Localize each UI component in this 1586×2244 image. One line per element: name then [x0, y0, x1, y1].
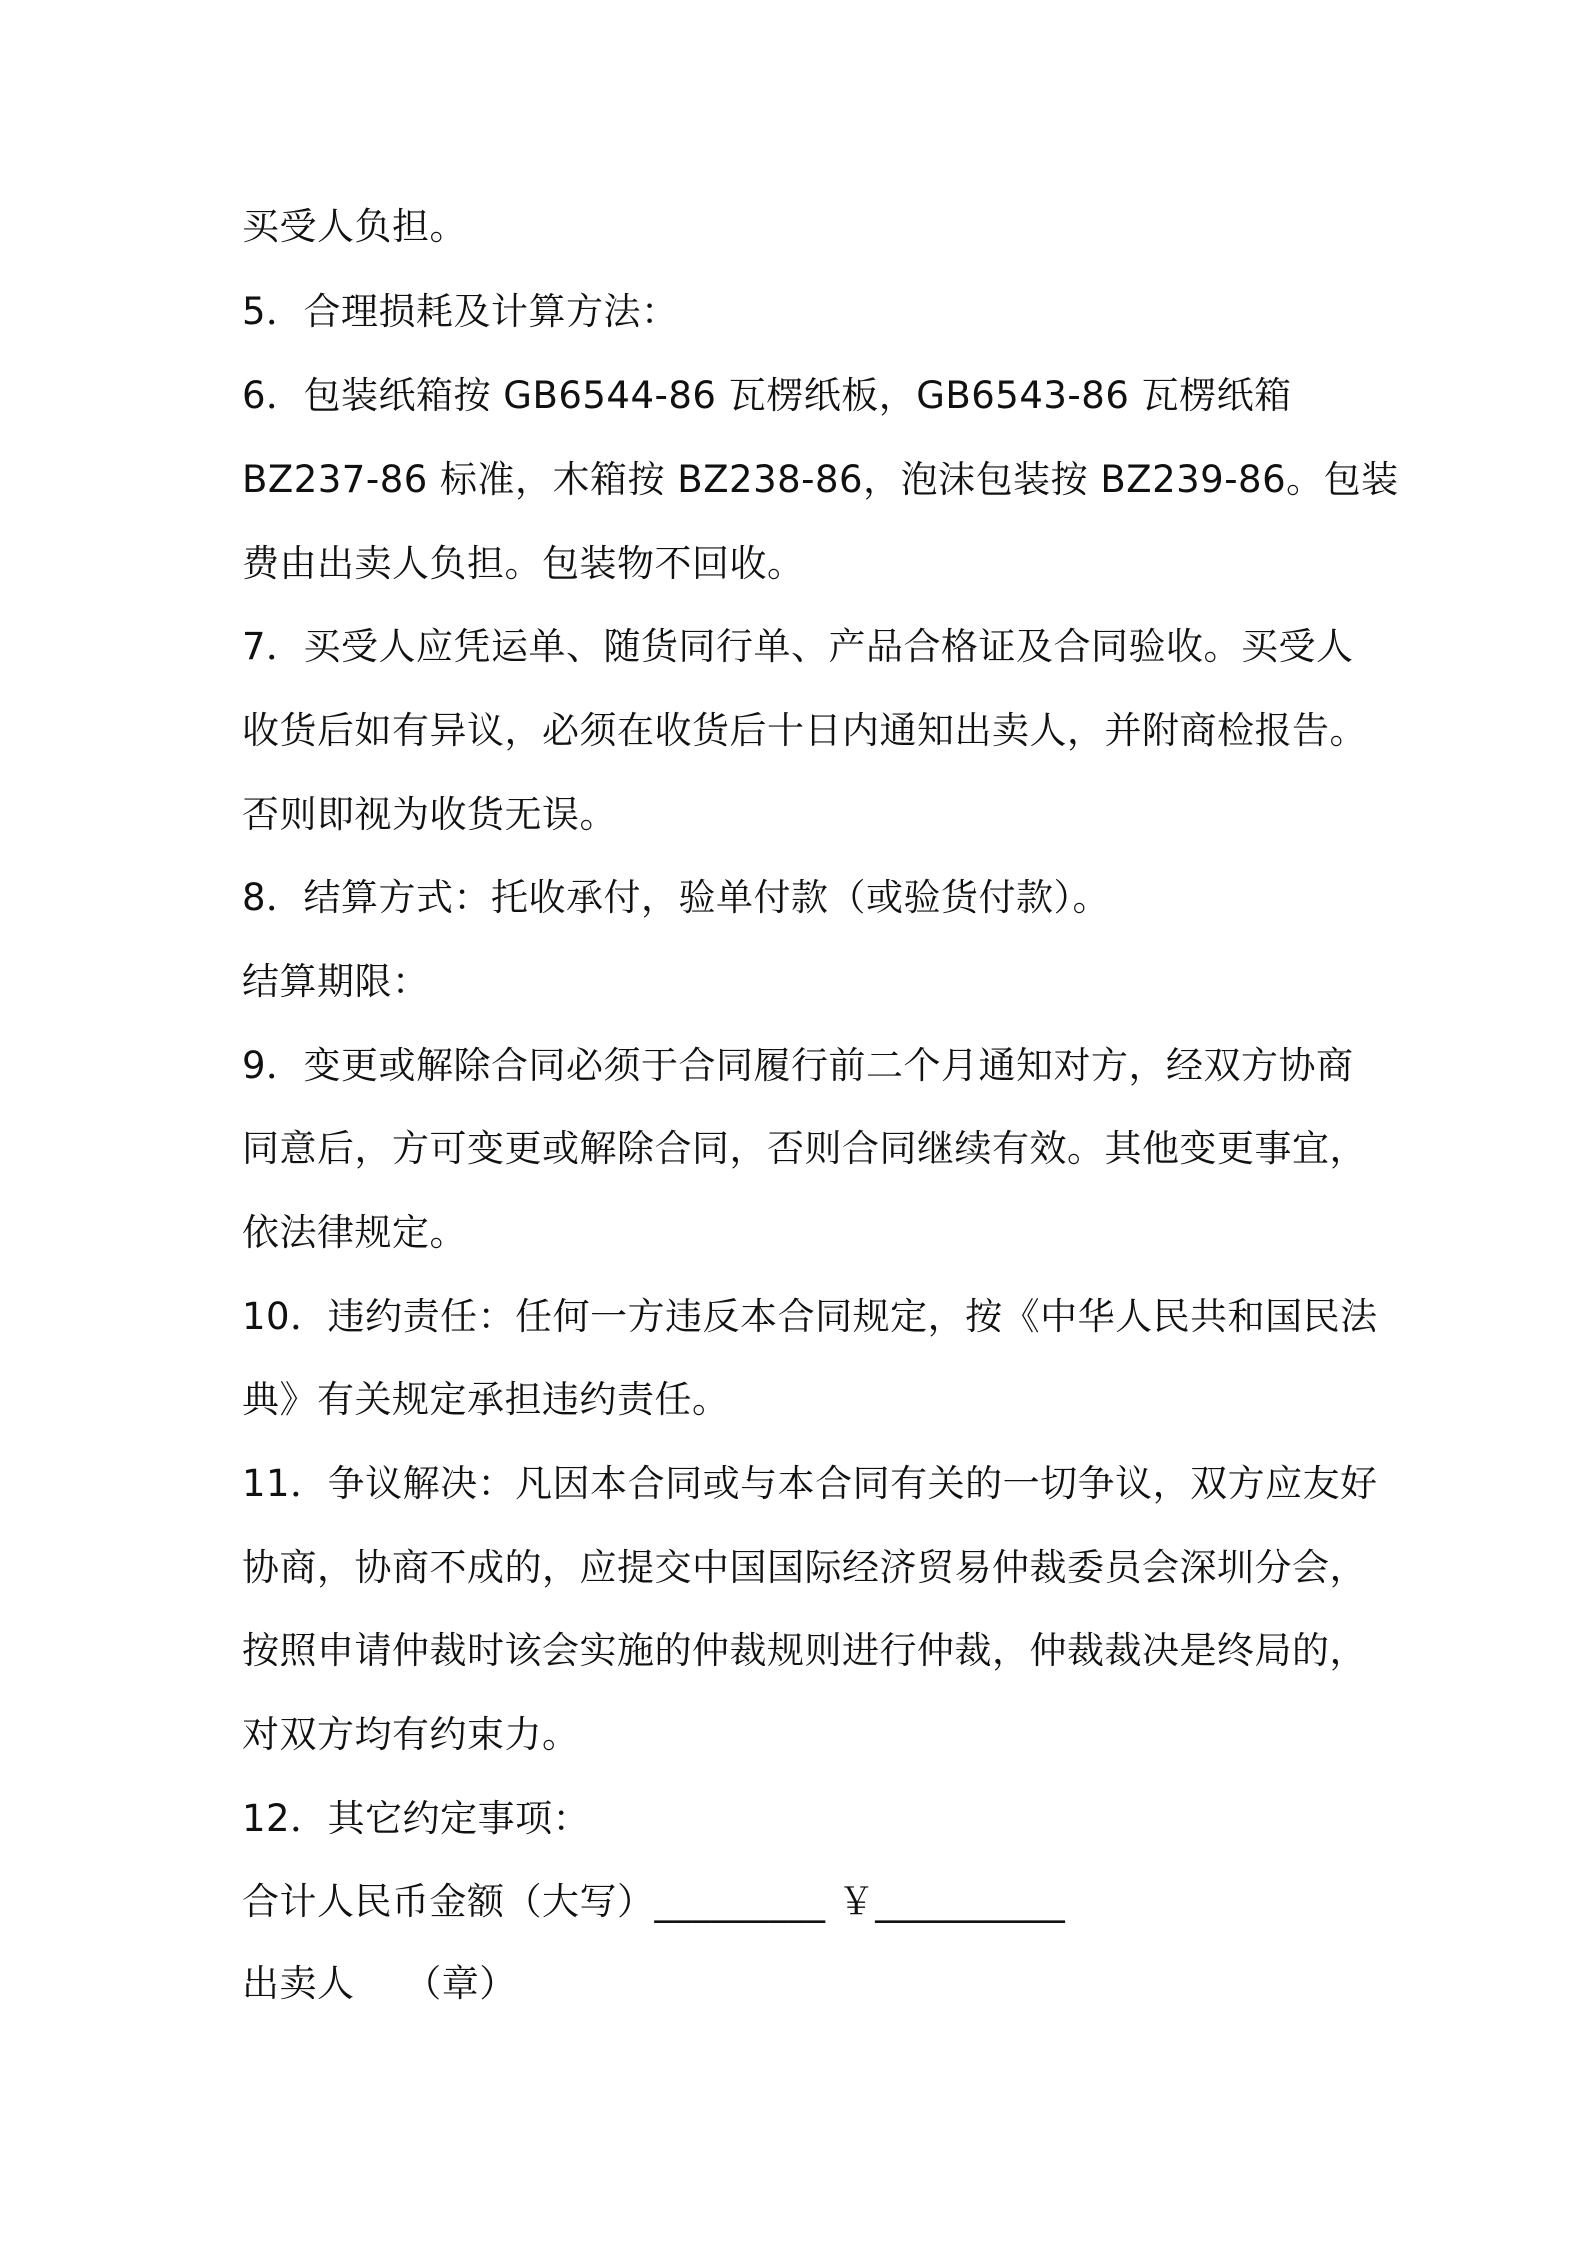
text-line-1: 买受人负担。 — [242, 205, 467, 248]
text-line-12: 同意后，方可变更或解除合同，否则合同继续有效。其他变更事宜， — [242, 1127, 1367, 1170]
text-line-17: 协商，协商不成的，应提交中国国际经济贸易仲裁委员会深圳分会， — [242, 1546, 1367, 1589]
text-line-10: 结算期限： — [242, 960, 430, 1003]
seller-seal-line: 出卖人 （章） — [242, 1962, 517, 2005]
text-line-13: 依法律规定。 — [242, 1211, 467, 1254]
text-line-18: 按照申请仲裁时该会实施的仲裁规则进行仲裁，仲裁裁决是终局的， — [242, 1629, 1367, 1672]
text-line-4: BZ237-86 标准，木箱按 BZ238-86，泡沫包装按 BZ239-86。包装 — [242, 458, 1399, 501]
text-line-5: 费由出卖人负担。包装物不回收。 — [242, 542, 805, 585]
text-line-3: 6．包装纸箱按 GB6544-86 瓦楞纸板，GB6543-86 瓦楞纸箱 — [242, 374, 1292, 417]
text-line-16: 11．争议解决：凡因本合同或与本合同有关的一切争议，双方应友好 — [242, 1462, 1378, 1505]
text-line-11: 9．变更或解除合同必须于合同履行前二个月通知对方，经双方协商 — [242, 1044, 1354, 1087]
text-line-8: 否则即视为收货无误。 — [242, 793, 617, 836]
text-line-6: 7．买受人应凭运单、随货同行单、产品合格证及合同验收。买受人 — [242, 625, 1354, 668]
text-line-14: 10．违约责任：任何一方违反本合同规定，按《中华人民共和国民法 — [242, 1295, 1378, 1338]
text-line-2: 5．合理损耗及计算方法： — [242, 290, 679, 333]
text-line-9: 8．结算方式：托收承付，验单付款（或验货付款）。 — [242, 876, 1111, 919]
text-line-15: 典》有关规定承担违约责任。 — [242, 1378, 730, 1421]
amount-line: 合计人民币金额（大写）_________ ￥__________ — [242, 1880, 1066, 1923]
text-line-7: 收货后如有异议，必须在收货后十日内通知出卖人，并附商检报告。 — [242, 709, 1367, 752]
text-line-20: 12．其它约定事项： — [242, 1797, 591, 1840]
text-line-19: 对双方均有约束力。 — [242, 1713, 580, 1756]
